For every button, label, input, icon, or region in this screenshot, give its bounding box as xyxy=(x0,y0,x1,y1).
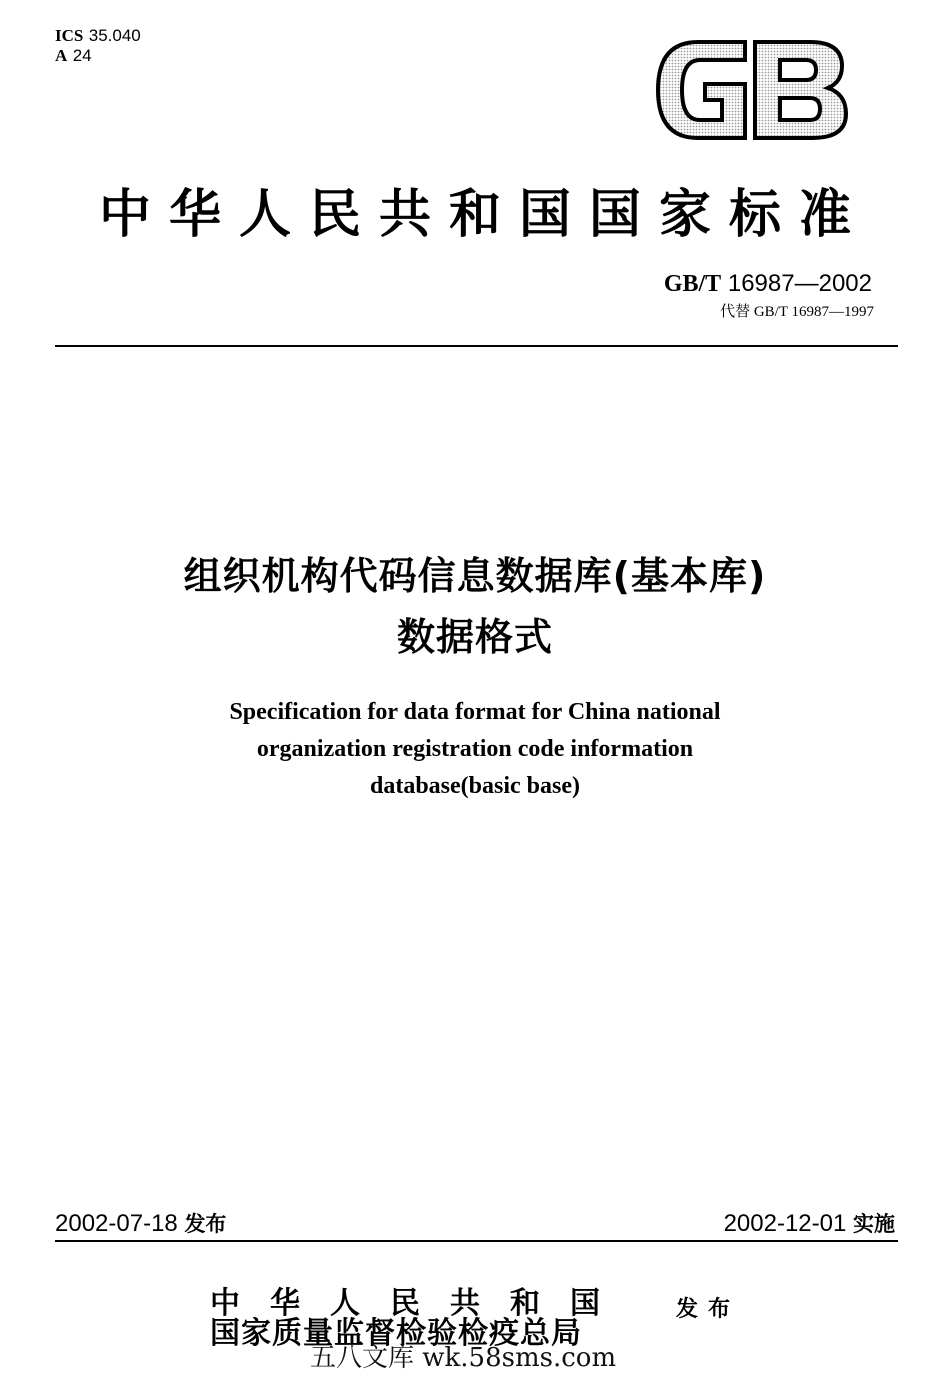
top-divider xyxy=(55,345,898,347)
gb-logo xyxy=(650,38,850,142)
classification-codes xyxy=(55,26,141,66)
standard-number xyxy=(664,270,872,298)
en-title-line2: organization registration code information xyxy=(256,736,694,762)
issuer-line2: 国家质量监督检验检疫总局 xyxy=(210,1316,582,1351)
effective-date-value: 2002-12-01 xyxy=(723,1210,847,1237)
ccs-line xyxy=(55,46,141,66)
ccs-label: A xyxy=(55,46,68,65)
effective-date-label: 实施 xyxy=(853,1212,895,1236)
cn-title-line2: 数据格式 xyxy=(396,615,553,659)
watermark-text: 五八文库 wk.58sms.com xyxy=(310,1343,617,1373)
national-standard-title: 中华人民共和国国家标准 xyxy=(98,184,869,245)
cn-title-line1: 组织机构代码信息数据库(基本库) xyxy=(183,554,767,598)
ics-label: ICS xyxy=(55,26,84,45)
bottom-divider xyxy=(55,1240,898,1242)
ics-line xyxy=(55,26,141,46)
standard-prefix: GB/T xyxy=(663,271,722,297)
replaces-standard: 代替 GB/T 16987—1997 xyxy=(720,304,874,320)
issuer-line1: 中华人民共和国 xyxy=(210,1286,630,1321)
en-title-line3: database(basic base) xyxy=(369,773,580,799)
ccs-code: 24 xyxy=(72,46,92,65)
issue-date-label: 发布 xyxy=(184,1212,227,1236)
issue-date xyxy=(55,1208,226,1238)
effective-date xyxy=(724,1208,895,1238)
ics-code: 35.040 xyxy=(88,26,141,45)
standard-number-value: 16987—2002 xyxy=(727,270,872,297)
issue-date-value: 2002-07-18 xyxy=(55,1210,178,1237)
issuer-action: 发布 xyxy=(676,1297,741,1322)
en-title-line1: Specification for data format for China national xyxy=(229,699,721,725)
